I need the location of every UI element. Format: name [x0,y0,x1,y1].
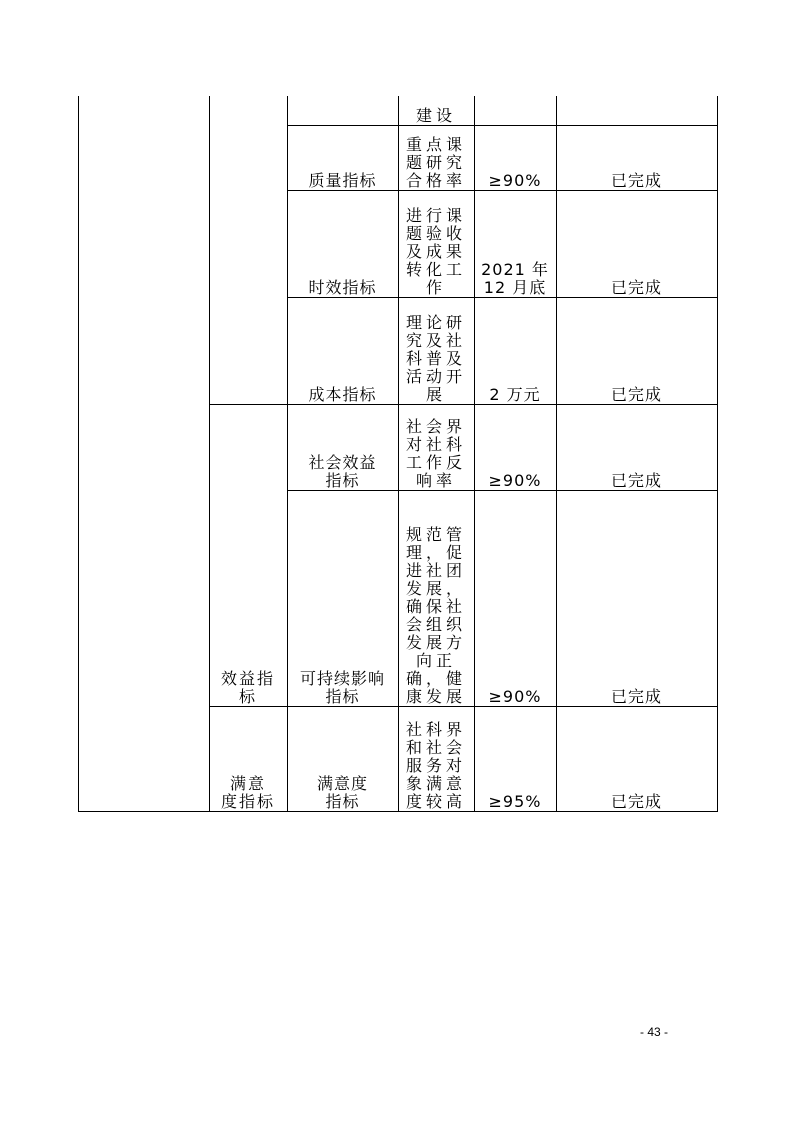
level2-indicator-cell-line: 效益指 [220,669,275,688]
indicator-name-cell-line: 活动开 [405,367,466,386]
target-value-cell-line: 2 万元 [489,385,541,404]
completion-status-cell [556,190,717,297]
indicator-name-cell-line: 会组织 [405,615,466,634]
indicator-name-cell-line: 向正 [415,651,456,670]
indicator-name-cell [398,404,474,490]
completion-status-cell [556,490,717,706]
level3-indicator-cell [287,404,398,490]
completion-status-cell [556,297,717,404]
indicator-name-cell-line: 题验收 [405,224,466,243]
level3-indicator-cell [287,297,398,404]
indicator-name-cell [398,96,474,125]
target-value-cell-line: ≥90% [488,471,542,490]
completion-status-cell [556,706,717,811]
indicator-name-cell-line: 工作反 [405,453,466,472]
completion-status-text: 已完成 [610,687,662,706]
indicator-name-cell-line: 对社科 [405,435,466,454]
target-value-cell [474,490,556,706]
level3-indicator-cell [287,706,398,811]
indicator-name-cell-line: 建设 [415,106,456,125]
level3-indicator-cell [287,190,398,297]
completion-status-cell [556,125,717,190]
indicator-name-cell-line: 进行课 [405,206,466,225]
indicator-name-cell-line: 确，健 [405,669,466,688]
target-value-cell [474,404,556,490]
level3-indicator-cell-line: 满意度 [316,774,368,793]
indicator-name-cell-line: 转化工 [405,260,466,279]
table-vertical-rule [717,96,718,811]
indicator-name-cell [398,190,474,297]
level3-indicator-cell-line: 指标 [325,792,360,811]
target-value-cell-line: 12 月底 [483,278,547,297]
indicator-name-cell [398,125,474,190]
indicator-name-cell-line: 度较高 [405,792,466,811]
target-value-cell [474,190,556,297]
indicator-name-cell-line: 社科界 [405,720,466,739]
indicator-name-cell-line: 康发展 [405,687,466,706]
level3-indicator-cell-line: 可持续影响 [299,669,385,688]
target-value-cell [474,706,556,811]
completion-status-text: 已完成 [610,278,662,297]
indicator-name-cell-line: 规范管 [405,525,466,544]
page-number: - 43 - [640,1025,669,1039]
indicator-name-cell-line: 作 [425,278,446,297]
indicator-name-cell-line: 合格率 [405,171,466,190]
level3-indicator-cell-line: 质量指标 [308,171,377,190]
indicator-name-cell-line: 社会界 [405,417,466,436]
indicator-name-cell-line: 重点课 [405,135,466,154]
indicator-name-cell-line: 科普及 [405,349,466,368]
target-value-cell-line: ≥90% [488,687,542,706]
level3-indicator-cell [287,490,398,706]
target-value-cell-line: ≥95% [488,792,542,811]
completion-status-cell [556,404,717,490]
level3-indicator-cell-line: 指标 [325,471,360,490]
target-value-cell-line: ≥90% [488,171,542,190]
level2-indicator-cell [209,404,287,706]
indicator-name-cell [398,706,474,811]
table-vertical-rule [78,96,79,811]
indicator-name-cell-line: 服务对 [405,756,466,775]
indicator-name-cell-line: 象满意 [405,774,466,793]
indicator-name-cell-line: 理，促 [405,543,466,562]
indicator-name-cell-line: 发展， [405,579,466,598]
level3-indicator-cell-line: 指标 [325,687,360,706]
target-value-cell [474,297,556,404]
indicator-name-cell-line: 发展方 [405,633,466,652]
indicator-name-cell-line: 和社会 [405,738,466,757]
completion-status-text: 已完成 [610,385,662,404]
level3-indicator-cell-line: 社会效益 [308,453,377,472]
indicator-name-cell [398,490,474,706]
indicator-name-cell-line: 进社团 [405,561,466,580]
completion-status-text: 已完成 [610,792,662,811]
level2-indicator-cell-line: 满意 [229,774,266,793]
table-horizontal-rule [78,811,718,812]
indicator-name-cell-line: 题研究 [405,153,466,172]
target-value-cell-line: 2021 年 [481,260,549,279]
indicator-name-cell-line: 理论研 [405,313,466,332]
target-value-cell [474,125,556,190]
level2-indicator-cell [209,706,287,811]
completion-status-text: 已完成 [610,171,662,190]
indicator-name-cell-line: 究及社 [405,331,466,350]
completion-status-text: 已完成 [610,471,662,490]
level3-indicator-cell-line: 时效指标 [308,278,377,297]
level3-indicator-cell-line: 成本指标 [308,385,377,404]
indicator-name-cell [398,297,474,404]
level2-indicator-cell-line: 度指标 [220,792,275,811]
level3-indicator-cell [287,125,398,190]
level2-indicator-cell-line: 标 [238,687,257,706]
indicator-name-cell-line: 及成果 [405,242,466,261]
indicator-name-cell-line: 响率 [415,471,456,490]
indicator-name-cell-line: 确保社 [405,597,466,616]
indicator-name-cell-line: 展 [425,385,446,404]
